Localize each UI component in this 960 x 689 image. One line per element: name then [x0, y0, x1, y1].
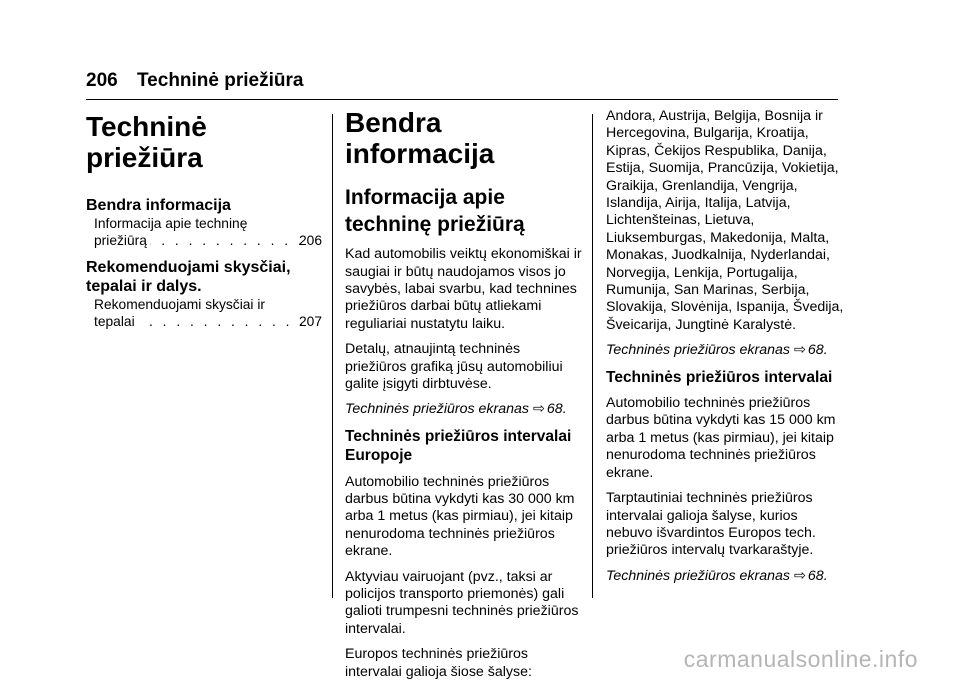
toc-column [86, 108, 322, 339]
header-title: Techninė priežiūra [136, 70, 304, 91]
paragraph: Kad automobilis veiktų ekonomiškai ir saugiai ir būtų naudojamos visos jo savybės, labai svarbu, kad technines priežiūros darbai būtų atliekami reguliariai nustatytu laiku. [345, 246, 582, 332]
cross-reference-tail: . [823, 567, 828, 584]
paragraph: Tarptautiniai techninės priežiūros intervalai galioja šalyse, kurios nebuvo išvardintos Europos tech. priežiūros intervalų tvarkaraštyje. [606, 490, 816, 559]
header-rule [86, 99, 838, 100]
content-column-right [606, 108, 846, 593]
watermark: carmanualsonline.info [683, 646, 918, 672]
toc-entry-line1: Informacija apie techninę [94, 215, 248, 231]
paragraph: Automobilio techninės priežiūros darbus būtina vykdyti kas 15 000 km arba 1 metus (kas pirmiau), jei kitaip nenurodoma techninės priežiūros ekrane. [606, 395, 836, 481]
paragraph: Detalų, atnaujintą techninės priežiūros grafiką jūsų automobiliui galite įsigyti dirbtuvėse. [345, 341, 563, 393]
cross-reference[interactable] [606, 568, 846, 585]
toc-entry-page: 207 [298, 314, 322, 330]
cross-reference[interactable] [606, 342, 846, 359]
cross-reference-text: Techninės priežiūros ekranas [606, 567, 791, 584]
cross-reference-text: Techninės priežiūros ekranas [606, 342, 791, 359]
paragraph: Automobilio techninės priežiūros darbus būtina vykdyti kas 30 000 km arba 1 metus (kas pirmiau), jei kitaip nenurodoma techninės priežiūros ekrane. [345, 473, 575, 560]
toc-entry-line1: Rekomenduojami skysčiai ir [94, 296, 265, 312]
arrow-icon: ⇨ [533, 401, 545, 418]
toc-entry[interactable] [86, 215, 322, 250]
toc-entry-page: 206 [298, 233, 322, 249]
paragraph: Aktyviau vairuojant (pvz., taksi ar policijos transporto priemonės) gali galioti trumpesni techninės priežiūros intervalai. [345, 568, 579, 637]
toc-section-heading: Rekomenduojami skysčiai, tepalai ir dalys. [86, 258, 291, 295]
toc-section-heading: Bendra informacija [86, 196, 231, 214]
toc-entry[interactable] [86, 296, 322, 331]
subsection-title: Informacija apie techninę priežiūrą [345, 185, 525, 236]
subsection-heading: Techninės priežiūros intervalai [606, 368, 833, 386]
cross-reference-tail: . [823, 342, 828, 359]
chapter-title: Techninė priežiūra [86, 111, 207, 173]
content-column-middle [345, 108, 585, 689]
paragraph: Europos techninės priežiūros intervalai galioja šiose šalyse: [345, 646, 532, 680]
page-number: 206 [86, 70, 118, 91]
toc-entry-line2: tepalai [94, 314, 135, 330]
subsection-heading: Techninės priežiūros intervalai Europoje [345, 427, 572, 465]
cross-reference-page: 68 [807, 342, 824, 359]
toc-leader-dots [138, 313, 312, 330]
arrow-icon: ⇨ [794, 342, 806, 359]
cross-reference-tail: . [562, 401, 567, 418]
toc-leader-dots [150, 232, 312, 249]
cross-reference[interactable] [345, 401, 585, 418]
page-header [86, 70, 303, 92]
paragraph: Andora, Austrija, Belgija, Bosnija ir Hercegovina, Bulgarija, Kroatija, Kipras, Čekijos Respublika, Danija, Estija, Suomija, Prancūzija, Vokietija, Graikija, Grenlandija, Vengrija, Islandija, Airija, Italija, Latvija, Lichtenšteinas, Lietuva, Liuksemburgas, Makedonija, Malta, Monakas, Juodkalnija, Nyderlandai, Norvegija, Lenkija, Portugalija, Rumunija, San Marinas, Serbija, Slovakija, Slovėnija, Ispanija, Švedija, Šveicarija, Jungtinė Karalystė. [606, 108, 844, 333]
column-divider-right [592, 114, 593, 598]
column-divider-left [332, 114, 333, 598]
section-title: Bendra informacija [345, 107, 495, 169]
cross-reference-page: 68 [546, 401, 563, 418]
toc-entry-line2: priežiūrą [94, 233, 147, 249]
cross-reference-page: 68 [807, 567, 824, 584]
cross-reference-text: Techninės priežiūros ekranas [345, 401, 530, 418]
arrow-icon: ⇨ [794, 567, 806, 584]
